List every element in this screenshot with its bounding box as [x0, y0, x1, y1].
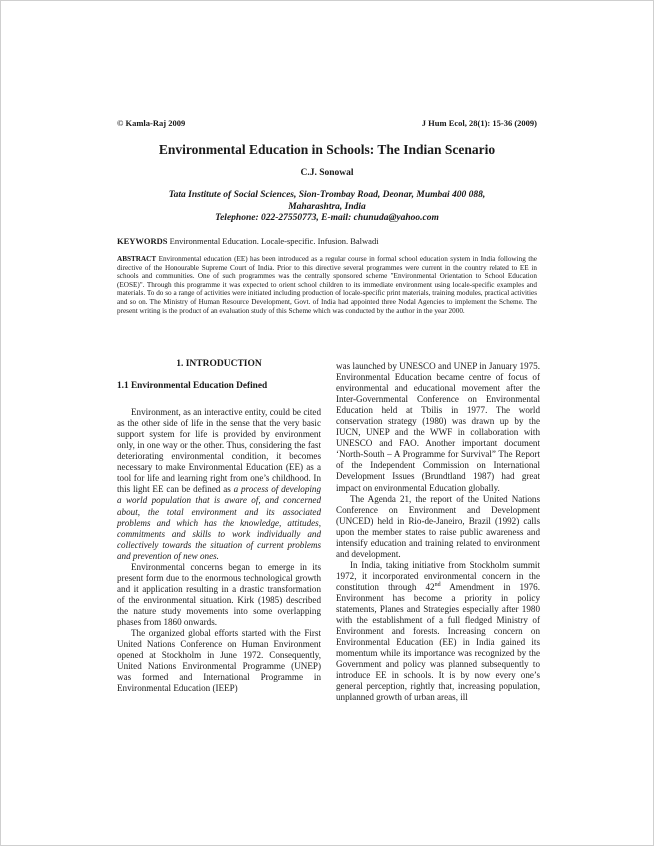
definition-text: a process of developing a world population that is aware of, and concerned about, the total environment and its associated problems and which has the knowledge, attitudes, commitments and skills to work individually and collectively towards the situation of current problems and prevention of new ones. — [117, 484, 321, 561]
paragraph: Environmental concerns began to emerge in its present form due to the enormous technological growth and it application resulting in a drastic transformation of the environmental situation. Kirk (1985) described the nature study movements into some overlapping phases from 1860 onwards. — [117, 561, 321, 627]
paragraph — [117, 407, 321, 562]
paper-title: Environmental Education in Schools: The Indian Scenario — [158, 142, 496, 157]
journal-citation: J Hum Ecol, 28(1): 15-36 (2009) — [421, 118, 537, 128]
subsection-heading: 1.1 Environmental Education Defined — [117, 381, 268, 392]
author-name: C.J. Sonowal — [300, 168, 354, 178]
keywords-label: KEYWORDS — [117, 236, 168, 246]
abstract-label: ABSTRACT — [117, 255, 157, 263]
affiliation-contact: Telephone: 022-27550773, E-mail: chunuda@yahoo.com — [215, 213, 439, 223]
left-column — [117, 359, 321, 694]
paragraph-text: Environment, as an interactive entity, could be cited as the other side of life in the sense that the very basic support system for life is provided by environment only, in one way or the other. Thus, considering the fast deteriorating environmental condition, it becomes necessary to make Environmental Education (EE) as a tool for life and learning right from one’s childhood. In this light EE can be defined as — [117, 407, 321, 495]
paragraph-text-cont: Amendment in 1976. Environment has become a priority in policy statements, Planes and Strategies especially after 1980 with the establishment of a full fledged Ministry of Environment and forests. Increasing concern on Environmental Education (EE) in India gained its momentum while its importance was recognized by the Government and policy was planned subsequently to introduce EE in schools. It is by now every one’s general perception, rightly that, increasing population, unplanned growth of urban areas, ill — [336, 581, 541, 703]
affiliation-line-1: Tata Institute of Social Sciences, Sion-Trombay Road, Deonar, Mumbai 400 088, — [168, 190, 486, 200]
keywords-text: Environmental Education. Locale-specific. Infusion. Balwadi — [167, 236, 379, 246]
author-affiliation — [121, 190, 533, 225]
paragraph — [336, 560, 540, 704]
running-header — [117, 118, 537, 130]
copyright-line: © Kamla-Raj 2009 — [117, 118, 186, 128]
keywords — [117, 236, 537, 246]
right-column — [336, 361, 540, 703]
abstract-text: Environmental education (EE) has been introduced as a regular course in formal school education system in India following the directive of the Honourable Supreme Court of India. Prior to this directive several programmes were current in the country related to EE in schools and communities. One of such programmes was the centrally sponsored scheme "Environmental Orientation to School Education (EOSE)". Through this programme it was expected to orient school children to its immediate environment using locale-specific examples and materials. To do so a range of activities were initiated including production of locale-specific print materials, training modules, practical activities and so on. The Ministry of Human Resource Development, Govt. of India had appointed three Nodal Agencies to implement the Scheme. The present writing is the product of an evaluation study of this Scheme which was conducted by the author in the year 2000. — [117, 255, 537, 315]
affiliation-line-2: Maharashtra, India — [288, 201, 366, 212]
paragraph: The organized global efforts started with the First United Nations Conference on Human Environment opened at Stockholm in June 1972. Consequently, United Nations Environmental Programme (UNEP) was formed and International Programme in Environmental Education (IEEP) — [117, 628, 321, 694]
paragraph: The Agenda 21, the report of the United Nations Conference on Environment and Development (UNCED) held in Rio-de-Janeiro, Brazil (1992) calls upon the member states to raise public awareness and intensify education and training related to environment and development. — [336, 493, 540, 559]
paragraph: was launched by UNESCO and UNEP in January 1975. Environmental Education became centre of focus of environmental and educational movement after the Inter-Governmental Conference on Environmental Education held at Tbilis in 1977. The world conservation strategy (1980) was drawn up by the IUCN, UNEP and the WWF in collaboration with UNESCO and FAO. Another important document ‘North-South – A Programme for Survival” The Report of the Independent Commission on International Development Issues (Brundtland 1987) had great impact on environmental Education globally. — [336, 361, 540, 493]
ordinal-suffix: nd — [434, 581, 441, 588]
section-heading: 1. INTRODUCTION — [176, 359, 262, 369]
paragraph-text: In India, taking initiative from Stockholm summit 1972, it incorporated environmental concern in the constitution through 42 — [336, 559, 540, 592]
abstract — [117, 255, 537, 315]
